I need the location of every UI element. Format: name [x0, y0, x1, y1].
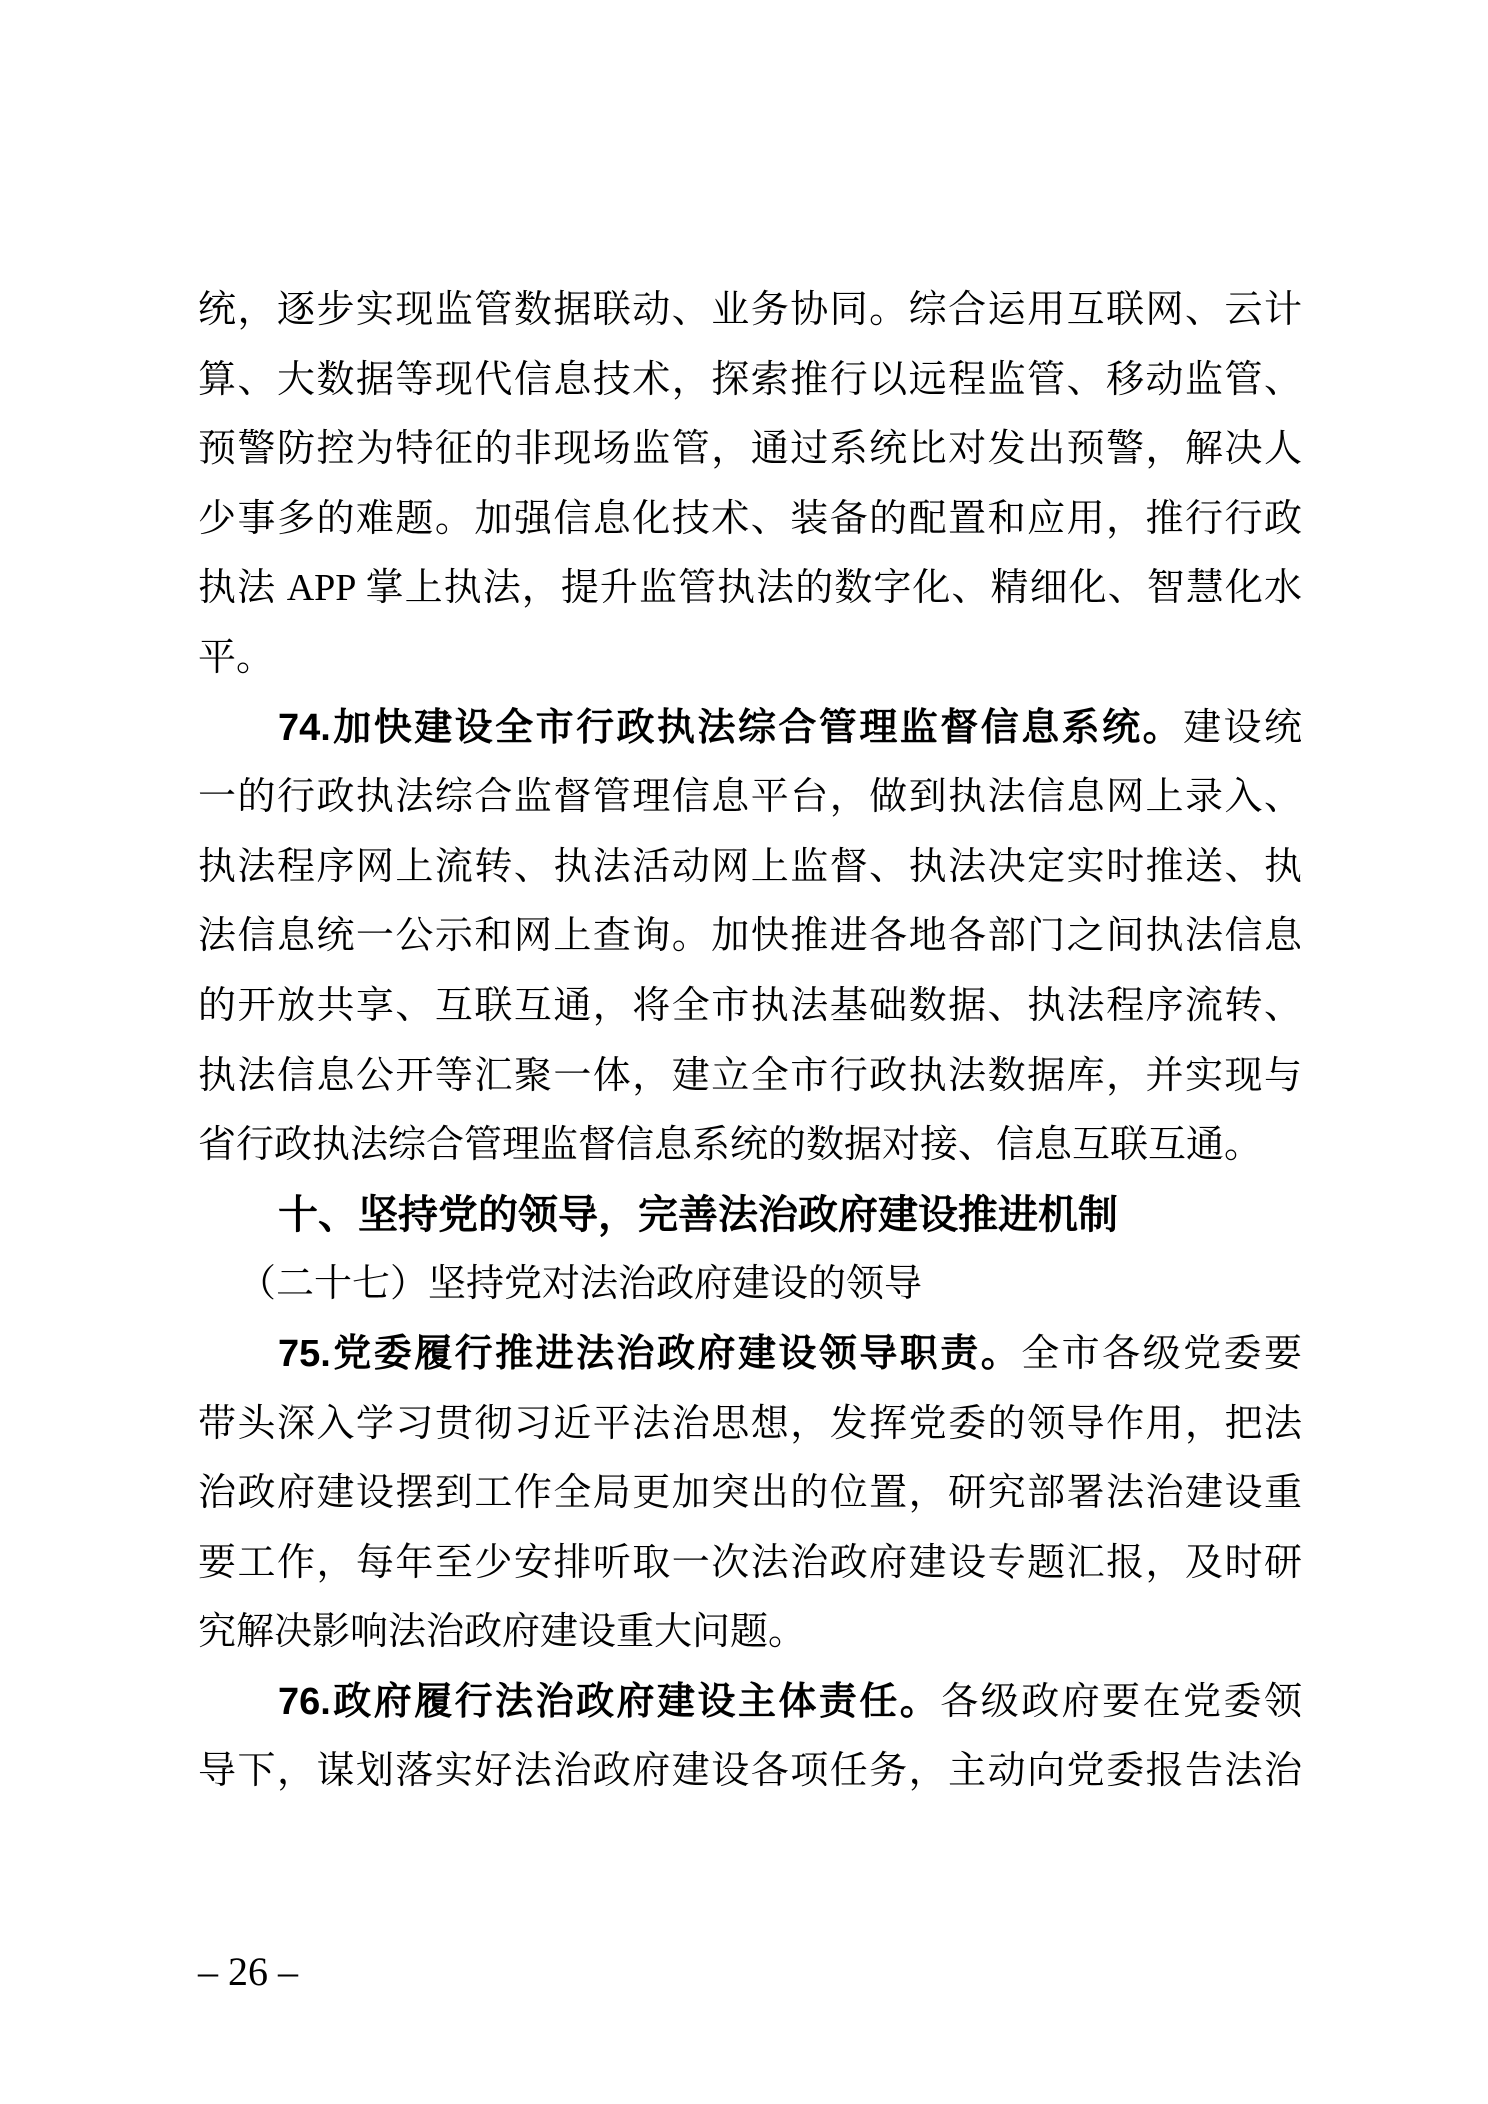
- text-segment: 究解决影响法治政府建设重大问题。: [198, 1611, 807, 1654]
- text-segment: 的开放共享、互联互通，将全市执法基础数据、执法程序流转、: [198, 984, 1302, 1027]
- text-line: [198, 276, 1302, 346]
- text-segment: 一的行政执法综合监督管理信息平台，做到执法信息网上录入、: [198, 776, 1302, 819]
- text-line: [198, 902, 1302, 972]
- text-line: [198, 415, 1302, 485]
- text-line: [198, 554, 1302, 624]
- text-segment: 法信息统一公示和网上查询。加快推进各地各部门之间执法信息: [198, 915, 1302, 958]
- text-line: [198, 972, 1302, 1042]
- page-number: [198, 1948, 298, 1996]
- text-segment: 平。: [198, 636, 275, 679]
- text-segment: 预警防控为特征的非现场监管，通过系统比对发出预警，解决人: [198, 428, 1302, 471]
- text-segment: 省行政执法综合管理监督信息系统的数据对接、信息互联互通。: [198, 1124, 1263, 1167]
- text-segment: 算、大数据等现代信息技术，探索推行以远程监管、移动监管、: [198, 358, 1302, 401]
- text-segment: （二十七）坚持党对法治政府建设的领导: [238, 1263, 923, 1306]
- section-heading-line: [198, 1181, 1302, 1251]
- text-segment: 全市各级党委要: [1021, 1332, 1302, 1375]
- bold-text-segment: 十、坚持党的领导，完善法治政府建设推进机制: [278, 1192, 1118, 1237]
- document-body: [198, 276, 1302, 1807]
- text-line: [198, 346, 1302, 416]
- bold-text-segment: 74.加快建设全市行政执法综合管理监督信息系统。: [278, 706, 1184, 749]
- text-line: [198, 624, 1302, 694]
- text-segment: 执法信息公开等汇聚一体，建立全市行政执法数据库，并实现与: [198, 1054, 1302, 1097]
- text-segment: 建设统: [1183, 706, 1302, 749]
- bold-text-segment: 75.党委履行推进法治政府建设领导职责。: [278, 1332, 1022, 1375]
- text-line: [198, 1320, 1302, 1390]
- text-line: [198, 1668, 1302, 1738]
- text-line: [198, 833, 1302, 903]
- text-segment: 执法 APP 掌上执法，提升监管执法的数字化、精细化、智慧化水: [198, 567, 1302, 610]
- text-segment: 执法程序网上流转、执法活动网上监督、执法决定实时推送、执: [198, 845, 1302, 888]
- text-line: [198, 1390, 1302, 1460]
- text-segment: 要工作，每年至少安排听取一次法治政府建设专题汇报，及时研: [198, 1541, 1302, 1584]
- bold-text-segment: 76.政府履行法治政府建设主体责任。: [278, 1680, 941, 1723]
- page-number-label: – 26 –: [198, 1949, 298, 1994]
- text-segment: 统，逐步实现监管数据联动、业务协同。综合运用互联网、云计: [198, 289, 1302, 331]
- text-line: [198, 1250, 1302, 1320]
- text-line: [198, 694, 1302, 764]
- text-line: [198, 1598, 1302, 1668]
- text-segment: 导下，谋划落实好法治政府建设各项任务，主动向党委报告法治: [198, 1750, 1302, 1793]
- text-segment: 少事多的难题。加强信息化技术、装备的配置和应用，推行行政: [198, 497, 1302, 540]
- text-line: [198, 1459, 1302, 1529]
- text-segment: 治政府建设摆到工作全局更加突出的位置，研究部署法治建设重: [198, 1472, 1302, 1515]
- text-line: [198, 1737, 1302, 1807]
- text-line: [198, 763, 1302, 833]
- text-line: [198, 485, 1302, 555]
- text-line: [198, 1042, 1302, 1112]
- text-segment: 带头深入学习贯彻习近平法治思想，发挥党委的领导作用，把法: [198, 1402, 1302, 1445]
- text-line: [198, 1111, 1302, 1181]
- text-line: [198, 1529, 1302, 1599]
- text-segment: 各级政府要在党委领: [940, 1680, 1302, 1723]
